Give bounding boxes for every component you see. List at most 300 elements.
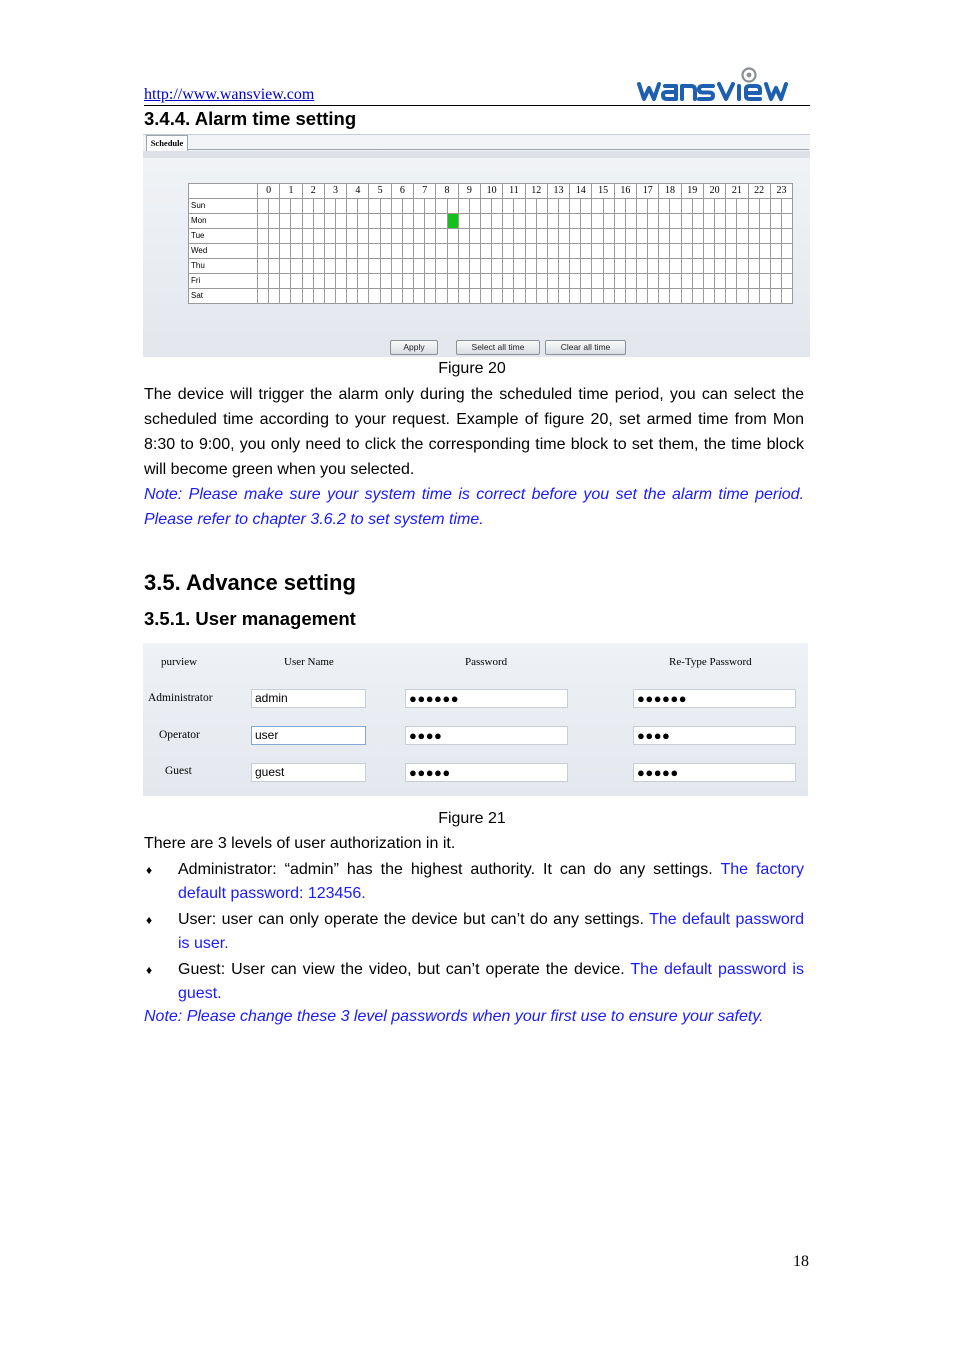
time-block[interactable] [581, 289, 592, 304]
time-block[interactable] [603, 289, 614, 304]
time-block[interactable] [492, 274, 503, 289]
time-block[interactable] [559, 229, 570, 244]
time-block[interactable] [369, 244, 380, 259]
time-block[interactable] [570, 229, 581, 244]
time-block[interactable] [492, 259, 503, 274]
time-block[interactable] [603, 199, 614, 214]
time-block[interactable] [336, 289, 347, 304]
time-block[interactable] [269, 199, 280, 214]
time-block[interactable] [447, 229, 458, 244]
time-block[interactable] [681, 229, 692, 244]
time-block[interactable] [347, 244, 358, 259]
time-block[interactable] [436, 289, 447, 304]
time-block[interactable] [291, 229, 302, 244]
time-block[interactable] [358, 229, 369, 244]
time-block[interactable] [391, 229, 402, 244]
time-block[interactable] [391, 274, 402, 289]
time-block[interactable] [625, 244, 636, 259]
time-block[interactable] [770, 229, 781, 244]
time-block[interactable] [458, 259, 469, 274]
time-block[interactable] [603, 214, 614, 229]
time-block[interactable] [447, 244, 458, 259]
time-block[interactable] [625, 274, 636, 289]
time-block[interactable] [391, 259, 402, 274]
time-block[interactable] [748, 229, 759, 244]
time-block[interactable] [425, 274, 436, 289]
time-block[interactable] [570, 289, 581, 304]
time-block[interactable] [436, 229, 447, 244]
time-block[interactable] [514, 199, 525, 214]
time-block[interactable] [503, 259, 514, 274]
time-block[interactable] [536, 229, 547, 244]
time-block[interactable] [469, 244, 480, 259]
time-block[interactable] [347, 199, 358, 214]
time-block[interactable] [503, 214, 514, 229]
time-block[interactable] [414, 259, 425, 274]
time-block[interactable] [291, 199, 302, 214]
time-block[interactable] [659, 274, 670, 289]
time-block[interactable] [447, 274, 458, 289]
time-block[interactable] [625, 214, 636, 229]
time-block[interactable] [581, 244, 592, 259]
time-block[interactable] [748, 214, 759, 229]
time-block[interactable] [536, 244, 547, 259]
time-block[interactable] [369, 214, 380, 229]
time-block[interactable] [492, 214, 503, 229]
time-block[interactable] [313, 274, 324, 289]
time-block[interactable] [614, 229, 625, 244]
time-block[interactable] [336, 244, 347, 259]
time-block[interactable] [258, 214, 269, 229]
time-block[interactable] [425, 259, 436, 274]
time-block[interactable] [380, 229, 391, 244]
time-block[interactable] [703, 199, 714, 214]
time-block[interactable] [625, 199, 636, 214]
time-block[interactable] [603, 259, 614, 274]
time-block[interactable] [592, 229, 603, 244]
time-block[interactable] [536, 274, 547, 289]
time-block[interactable] [280, 259, 291, 274]
operator-username-field[interactable]: user [251, 726, 366, 745]
guest-password-field[interactable]: ●●●●● [405, 763, 568, 782]
time-block[interactable] [592, 259, 603, 274]
time-block[interactable] [670, 259, 681, 274]
time-block[interactable] [692, 214, 703, 229]
time-block[interactable] [302, 214, 313, 229]
time-block[interactable] [581, 199, 592, 214]
time-block[interactable] [492, 244, 503, 259]
time-block[interactable] [637, 199, 648, 214]
time-block[interactable] [425, 289, 436, 304]
time-block[interactable] [726, 229, 737, 244]
time-block[interactable] [536, 214, 547, 229]
time-block[interactable] [514, 274, 525, 289]
time-block[interactable] [681, 214, 692, 229]
time-block[interactable] [536, 199, 547, 214]
time-block[interactable] [336, 274, 347, 289]
time-block[interactable] [313, 214, 324, 229]
time-block[interactable] [559, 289, 570, 304]
operator-retype-password-field[interactable]: ●●●● [633, 726, 796, 745]
time-block[interactable] [302, 199, 313, 214]
time-block[interactable] [715, 289, 726, 304]
time-block[interactable] [603, 229, 614, 244]
time-block[interactable] [302, 259, 313, 274]
time-block[interactable] [258, 289, 269, 304]
time-block[interactable] [514, 244, 525, 259]
time-block[interactable] [302, 244, 313, 259]
time-block[interactable] [436, 214, 447, 229]
time-block[interactable] [258, 274, 269, 289]
time-block[interactable] [659, 214, 670, 229]
time-block[interactable] [458, 199, 469, 214]
time-block[interactable] [380, 274, 391, 289]
time-block[interactable] [770, 214, 781, 229]
time-block[interactable] [324, 214, 335, 229]
time-block[interactable] [759, 289, 770, 304]
time-block[interactable] [659, 229, 670, 244]
time-block[interactable] [759, 229, 770, 244]
time-block[interactable] [313, 229, 324, 244]
time-block[interactable] [637, 229, 648, 244]
select-all-time-button[interactable]: Select all time [456, 340, 540, 355]
time-block[interactable] [313, 244, 324, 259]
time-block[interactable] [458, 214, 469, 229]
time-block[interactable] [670, 214, 681, 229]
time-block[interactable] [737, 259, 748, 274]
time-block[interactable] [324, 274, 335, 289]
time-block-selected[interactable] [447, 214, 458, 229]
time-block[interactable] [637, 244, 648, 259]
time-block[interactable] [369, 259, 380, 274]
time-block[interactable] [703, 229, 714, 244]
time-block[interactable] [280, 274, 291, 289]
time-block[interactable] [458, 274, 469, 289]
time-block[interactable] [603, 274, 614, 289]
time-block[interactable] [592, 244, 603, 259]
time-block[interactable] [781, 244, 792, 259]
time-block[interactable] [402, 214, 413, 229]
time-block[interactable] [670, 274, 681, 289]
time-block[interactable] [681, 274, 692, 289]
time-block[interactable] [648, 199, 659, 214]
time-block[interactable] [648, 289, 659, 304]
time-block[interactable] [737, 244, 748, 259]
time-block[interactable] [302, 289, 313, 304]
time-block[interactable] [715, 259, 726, 274]
time-block[interactable] [324, 289, 335, 304]
time-block[interactable] [369, 289, 380, 304]
time-block[interactable] [280, 199, 291, 214]
time-block[interactable] [269, 289, 280, 304]
time-block[interactable] [614, 199, 625, 214]
time-block[interactable] [291, 289, 302, 304]
time-block[interactable] [692, 274, 703, 289]
time-block[interactable] [402, 229, 413, 244]
time-block[interactable] [492, 199, 503, 214]
time-block[interactable] [380, 199, 391, 214]
time-block[interactable] [302, 274, 313, 289]
time-block[interactable] [503, 289, 514, 304]
time-block[interactable] [469, 259, 480, 274]
time-block[interactable] [347, 289, 358, 304]
time-block[interactable] [436, 259, 447, 274]
time-block[interactable] [726, 259, 737, 274]
time-block[interactable] [715, 244, 726, 259]
time-block[interactable] [480, 214, 491, 229]
time-block[interactable] [559, 259, 570, 274]
time-block[interactable] [291, 259, 302, 274]
time-block[interactable] [313, 289, 324, 304]
time-block[interactable] [503, 229, 514, 244]
time-block[interactable] [781, 289, 792, 304]
time-block[interactable] [770, 244, 781, 259]
time-block[interactable] [625, 229, 636, 244]
time-block[interactable] [670, 244, 681, 259]
time-block[interactable] [748, 199, 759, 214]
time-block[interactable] [770, 289, 781, 304]
time-block[interactable] [414, 229, 425, 244]
time-block[interactable] [258, 229, 269, 244]
time-block[interactable] [480, 229, 491, 244]
time-block[interactable] [369, 229, 380, 244]
time-block[interactable] [737, 199, 748, 214]
time-block[interactable] [648, 214, 659, 229]
time-block[interactable] [637, 289, 648, 304]
time-block[interactable] [570, 244, 581, 259]
time-block[interactable] [570, 274, 581, 289]
time-block[interactable] [759, 274, 770, 289]
time-block[interactable] [614, 214, 625, 229]
time-block[interactable] [748, 244, 759, 259]
time-block[interactable] [324, 229, 335, 244]
time-block[interactable] [547, 199, 558, 214]
time-block[interactable] [280, 289, 291, 304]
time-block[interactable] [336, 199, 347, 214]
operator-password-field[interactable]: ●●●● [405, 726, 568, 745]
time-block[interactable] [324, 244, 335, 259]
time-block[interactable] [503, 274, 514, 289]
time-block[interactable] [514, 214, 525, 229]
time-block[interactable] [525, 259, 536, 274]
time-block[interactable] [659, 289, 670, 304]
time-block[interactable] [525, 199, 536, 214]
time-block[interactable] [291, 214, 302, 229]
time-block[interactable] [525, 244, 536, 259]
time-block[interactable] [425, 229, 436, 244]
time-block[interactable] [692, 244, 703, 259]
time-block[interactable] [559, 244, 570, 259]
time-block[interactable] [402, 199, 413, 214]
time-block[interactable] [469, 229, 480, 244]
time-block[interactable] [458, 244, 469, 259]
time-block[interactable] [559, 274, 570, 289]
time-block[interactable] [380, 214, 391, 229]
time-block[interactable] [414, 289, 425, 304]
time-block[interactable] [447, 199, 458, 214]
time-block[interactable] [280, 214, 291, 229]
time-block[interactable] [469, 199, 480, 214]
time-block[interactable] [726, 199, 737, 214]
guest-username-field[interactable]: guest [251, 763, 366, 782]
time-block[interactable] [436, 244, 447, 259]
time-block[interactable] [436, 199, 447, 214]
time-block[interactable] [514, 289, 525, 304]
time-block[interactable] [759, 259, 770, 274]
time-block[interactable] [458, 289, 469, 304]
time-block[interactable] [625, 259, 636, 274]
apply-button[interactable]: Apply [390, 340, 438, 355]
time-block[interactable] [324, 199, 335, 214]
time-block[interactable] [648, 229, 659, 244]
time-block[interactable] [380, 289, 391, 304]
time-block[interactable] [715, 214, 726, 229]
time-block[interactable] [759, 199, 770, 214]
time-block[interactable] [625, 289, 636, 304]
time-block[interactable] [703, 244, 714, 259]
time-block[interactable] [358, 199, 369, 214]
time-block[interactable] [614, 274, 625, 289]
time-block[interactable] [703, 259, 714, 274]
time-block[interactable] [592, 274, 603, 289]
time-block[interactable] [347, 214, 358, 229]
time-block[interactable] [670, 229, 681, 244]
time-block[interactable] [715, 274, 726, 289]
time-block[interactable] [280, 229, 291, 244]
time-block[interactable] [681, 199, 692, 214]
time-block[interactable] [592, 289, 603, 304]
time-block[interactable] [369, 199, 380, 214]
time-block[interactable] [715, 199, 726, 214]
time-block[interactable] [659, 199, 670, 214]
time-block[interactable] [726, 244, 737, 259]
time-block[interactable] [703, 214, 714, 229]
time-block[interactable] [536, 289, 547, 304]
time-block[interactable] [770, 259, 781, 274]
time-block[interactable] [358, 289, 369, 304]
time-block[interactable] [336, 259, 347, 274]
time-block[interactable] [547, 289, 558, 304]
time-block[interactable] [280, 244, 291, 259]
time-block[interactable] [525, 214, 536, 229]
time-block[interactable] [269, 274, 280, 289]
time-block[interactable] [692, 259, 703, 274]
time-block[interactable] [681, 259, 692, 274]
time-block[interactable] [703, 289, 714, 304]
time-block[interactable] [748, 289, 759, 304]
time-block[interactable] [358, 259, 369, 274]
time-block[interactable] [480, 199, 491, 214]
time-block[interactable] [358, 274, 369, 289]
time-block[interactable] [770, 274, 781, 289]
guest-retype-password-field[interactable]: ●●●●● [633, 763, 796, 782]
time-block[interactable] [592, 199, 603, 214]
time-block[interactable] [637, 259, 648, 274]
time-block[interactable] [503, 199, 514, 214]
time-block[interactable] [414, 199, 425, 214]
admin-password-field[interactable]: ●●●●●● [405, 689, 568, 708]
time-block[interactable] [692, 289, 703, 304]
time-block[interactable] [715, 229, 726, 244]
time-block[interactable] [458, 229, 469, 244]
time-block[interactable] [391, 214, 402, 229]
time-block[interactable] [559, 199, 570, 214]
time-block[interactable] [492, 229, 503, 244]
time-block[interactable] [480, 259, 491, 274]
time-block[interactable] [447, 289, 458, 304]
time-block[interactable] [480, 244, 491, 259]
time-block[interactable] [781, 274, 792, 289]
time-block[interactable] [336, 229, 347, 244]
time-block[interactable] [469, 289, 480, 304]
time-block[interactable] [525, 289, 536, 304]
time-block[interactable] [525, 274, 536, 289]
time-block[interactable] [547, 229, 558, 244]
time-block[interactable] [592, 214, 603, 229]
time-block[interactable] [726, 214, 737, 229]
time-block[interactable] [347, 229, 358, 244]
time-block[interactable] [692, 199, 703, 214]
time-block[interactable] [414, 214, 425, 229]
time-block[interactable] [313, 259, 324, 274]
time-block[interactable] [737, 289, 748, 304]
time-block[interactable] [614, 289, 625, 304]
time-block[interactable] [637, 274, 648, 289]
time-block[interactable] [469, 274, 480, 289]
time-block[interactable] [269, 259, 280, 274]
time-block[interactable] [603, 244, 614, 259]
admin-username-field[interactable]: admin [251, 689, 366, 708]
time-block[interactable] [547, 274, 558, 289]
time-block[interactable] [737, 274, 748, 289]
time-block[interactable] [480, 274, 491, 289]
time-block[interactable] [291, 244, 302, 259]
time-block[interactable] [291, 274, 302, 289]
time-block[interactable] [347, 259, 358, 274]
time-block[interactable] [581, 274, 592, 289]
time-block[interactable] [425, 214, 436, 229]
time-block[interactable] [770, 199, 781, 214]
time-block[interactable] [258, 199, 269, 214]
time-block[interactable] [670, 199, 681, 214]
time-block[interactable] [369, 274, 380, 289]
time-block[interactable] [514, 259, 525, 274]
time-block[interactable] [402, 274, 413, 289]
time-block[interactable] [480, 289, 491, 304]
time-block[interactable] [726, 289, 737, 304]
time-block[interactable] [581, 214, 592, 229]
time-block[interactable] [681, 289, 692, 304]
time-block[interactable] [559, 214, 570, 229]
time-block[interactable] [748, 259, 759, 274]
time-block[interactable] [703, 274, 714, 289]
time-block[interactable] [547, 259, 558, 274]
time-block[interactable] [670, 289, 681, 304]
time-block[interactable] [269, 244, 280, 259]
time-block[interactable] [648, 244, 659, 259]
time-block[interactable] [402, 259, 413, 274]
time-block[interactable] [570, 214, 581, 229]
time-block[interactable] [726, 274, 737, 289]
time-block[interactable] [581, 259, 592, 274]
time-block[interactable] [380, 244, 391, 259]
admin-retype-password-field[interactable]: ●●●●●● [633, 689, 796, 708]
time-block[interactable] [492, 289, 503, 304]
time-block[interactable] [358, 244, 369, 259]
time-block[interactable] [692, 229, 703, 244]
time-block[interactable] [391, 244, 402, 259]
time-block[interactable] [514, 229, 525, 244]
